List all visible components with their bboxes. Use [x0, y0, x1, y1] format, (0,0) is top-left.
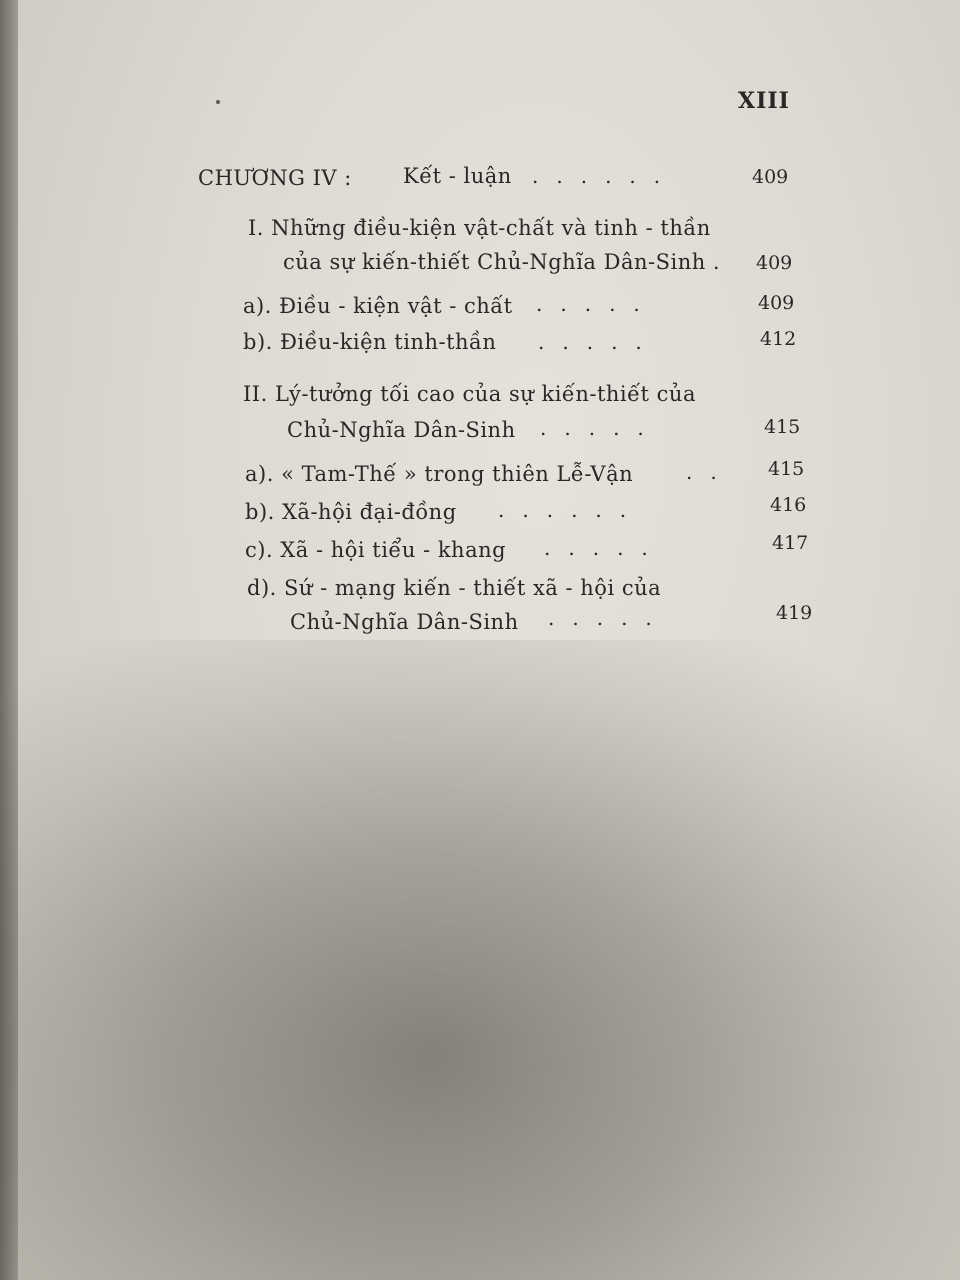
section2-title-line2: Chủ-Nghĩa Dân-Sinh: [287, 418, 516, 442]
leader-dots: ......: [498, 498, 645, 522]
chapter-label: CHƯƠNG IV :: [198, 166, 352, 190]
leader-dots: .....: [536, 292, 658, 316]
section2-item-a: a). « Tam-Thế » trong thiên Lễ-Vận: [245, 462, 634, 486]
book-spine-edge: [0, 0, 18, 1280]
section2-item-b: b). Xã-hội đại-đồng: [245, 500, 457, 524]
leader-dots: .....: [540, 416, 662, 440]
chapter-page: 409: [752, 166, 789, 188]
section2-item-d: d). Sứ - mạng kiến - thiết xã - hội của: [247, 576, 662, 600]
section2-item-c-page: 417: [772, 532, 809, 554]
section2-title-line1: II. Lý-tưởng tối cao của sự kiến-thiết của: [243, 382, 696, 406]
section1-item-b: b). Điều-kiện tinh-thần: [243, 330, 497, 354]
section1-item-b-page: 412: [760, 328, 797, 350]
leader-dots: .....: [548, 606, 670, 630]
section1-item-a-page: 409: [758, 292, 795, 314]
leader-dots: ......: [532, 164, 679, 188]
section2-item-a-page: 415: [768, 458, 805, 480]
leader-dots: ..: [686, 460, 735, 484]
section1-item-a: a). Điều - kiện vật - chất: [243, 294, 513, 318]
chapter-title: Kết - luận: [403, 164, 512, 188]
section2-item-c: c). Xã - hội tiểu - khang: [245, 538, 507, 562]
section1-title-line1: I. Những điều-kiện vật-chất và tinh - thần: [248, 216, 711, 240]
section2-item-d-line2: Chủ-Nghĩa Dân-Sinh: [290, 610, 519, 634]
section2-page: 415: [764, 416, 801, 438]
section1-title-line2: của sự kiến-thiết Chủ-Nghĩa Dân-Sinh .: [283, 250, 721, 274]
section1-page: 409: [756, 252, 793, 274]
paper-speck: [216, 100, 220, 104]
leader-dots: .....: [538, 330, 660, 354]
section2-item-b-page: 416: [770, 494, 807, 516]
page-number: XIII: [738, 88, 790, 114]
leader-dots: .....: [544, 536, 666, 560]
section2-item-d-page: 419: [776, 602, 813, 624]
paper-page: [18, 0, 960, 1280]
